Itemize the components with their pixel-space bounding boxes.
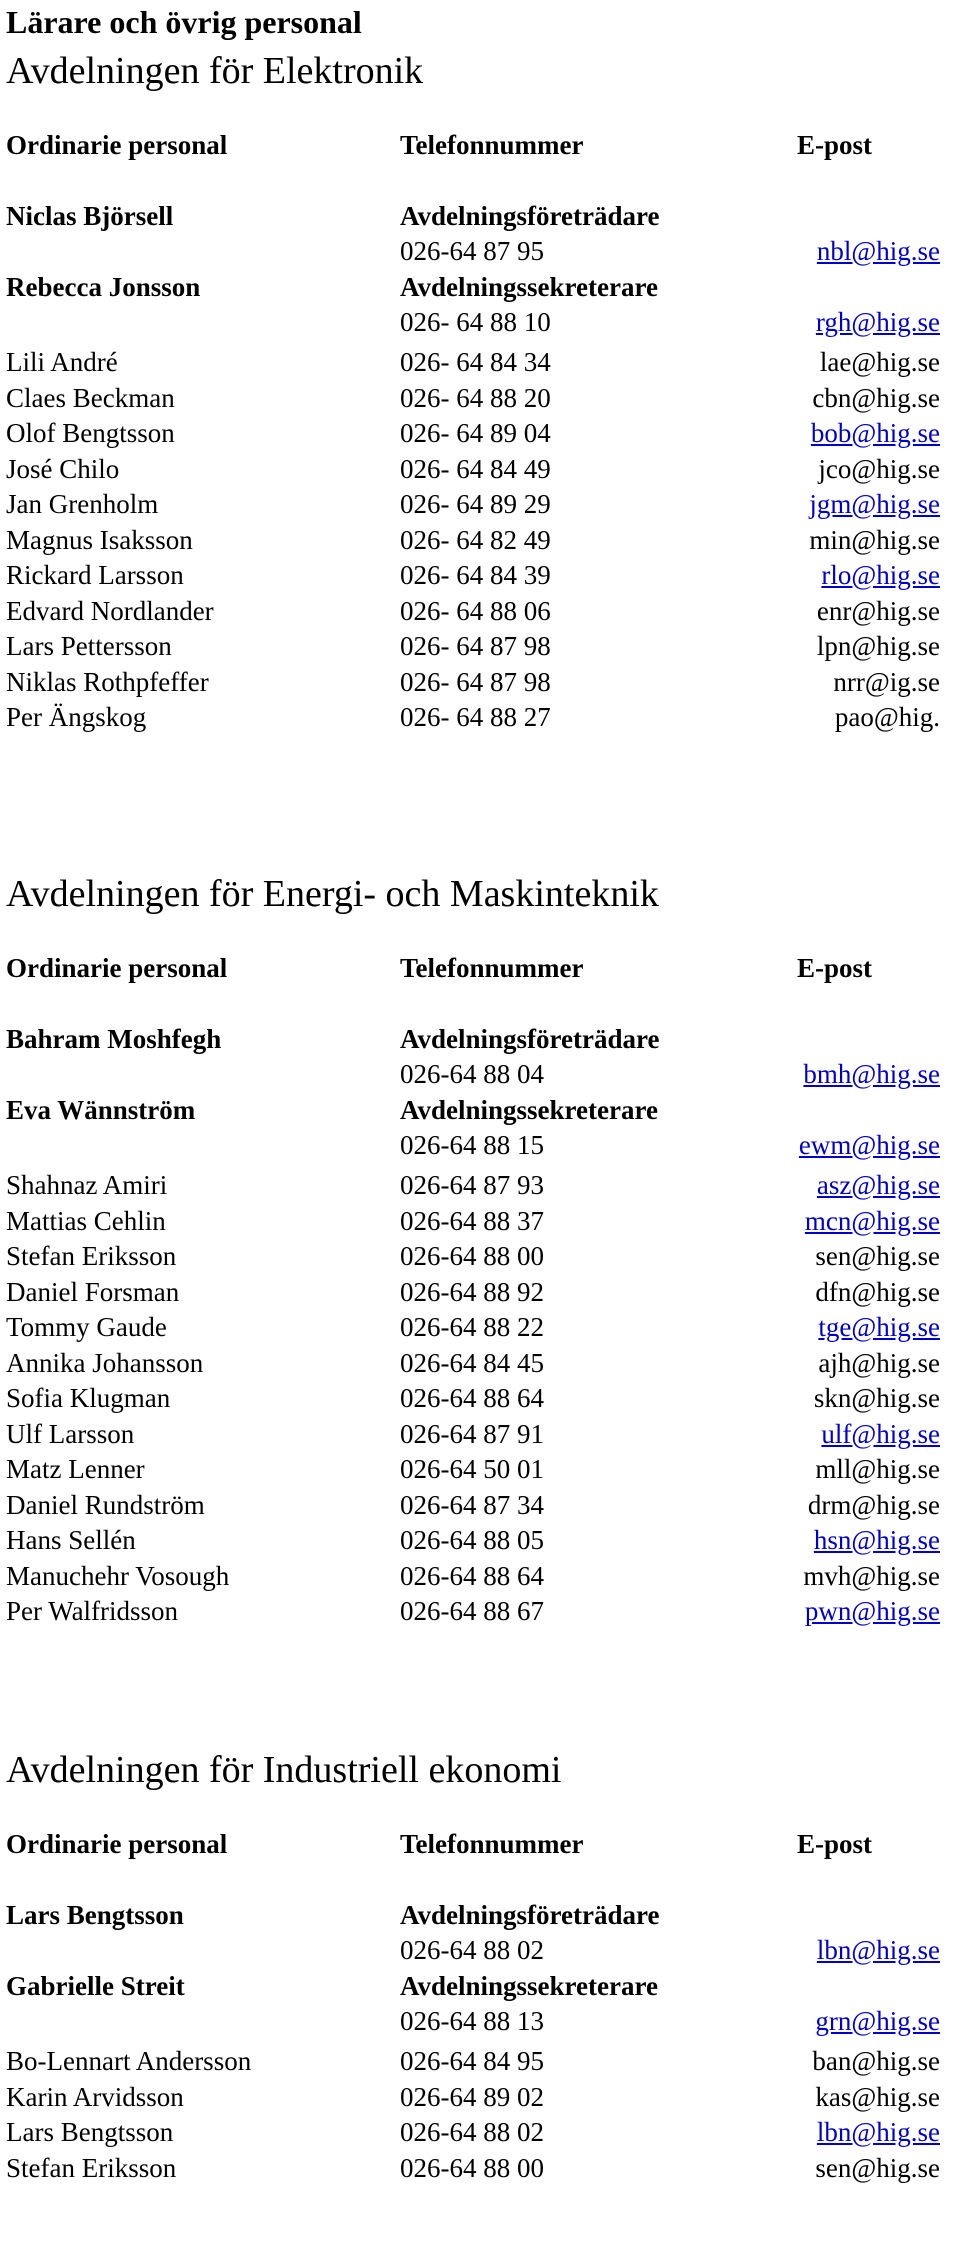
staff-email-link[interactable]: pwn@hig.se [804,1596,940,1626]
staff-phone: 026- 64 89 04 [400,418,551,448]
staff-name: Jan Grenholm [6,489,159,519]
staff-email-link[interactable]: jgm@hig.se [809,489,940,519]
staff-email: mvh@hig.se [803,1560,940,1591]
lead-role: Avdelningssekreterare [400,1095,658,1125]
staff-name: Bo-Lennart Andersson [6,2046,252,2076]
lead-name: Rebecca Jonsson [6,272,201,302]
staff-name: Stefan Eriksson [6,2152,177,2183]
staff-name: Hans Sellén [6,1525,136,1555]
staff-name: Niklas Rothpfeffer [6,666,209,697]
column-header-phone: Telefonnummer [400,130,584,160]
staff-email: lae@hig.se [819,347,940,377]
staff-phone: 026-64 88 05 [400,1525,544,1555]
staff-phone: 026-64 88 67 [400,1596,544,1626]
lead-name: Eva Wännström [6,1095,196,1125]
column-header-email: E-post [797,953,873,983]
section-title: Avdelningen för Elektronik [6,50,424,92]
lead-phone: 026-64 88 15 [400,1130,544,1160]
section-title: Avdelningen för Energi- och Maskinteknik [6,873,659,915]
staff-phone: 026-64 88 37 [400,1205,544,1236]
lead-role: Avdelningsföreträdare [400,1024,660,1054]
staff-email-link[interactable]: bob@hig.se [810,418,940,448]
lead-email-link[interactable]: grn@hig.se [815,2006,940,2036]
lead-name: Lars Bengtsson [6,1900,184,1930]
staff-phone: 026-64 88 02 [400,2117,544,2147]
staff-name: Sofia Klugman [6,1383,171,1413]
staff-phone: 026-64 88 64 [400,1560,544,1591]
staff-name: Ulf Larsson [6,1418,135,1449]
column-header-phone: Telefonnummer [400,953,584,983]
staff-name: Tommy Gaude [6,1312,167,1342]
staff-name: Mattias Cehlin [6,1205,166,1236]
staff-phone: 026- 64 87 98 [400,631,551,661]
staff-email-link[interactable]: tge@hig.se [818,1312,940,1342]
staff-email: min@hig.se [809,524,940,555]
column-header-phone: Telefonnummer [400,1829,584,1859]
staff-name: Matz Lenner [6,1454,145,1484]
staff-email-link[interactable]: rlo@hig.se [821,560,940,590]
staff-name: Annika Johansson [6,1347,204,1378]
column-header-name: Ordinarie personal [6,1829,228,1859]
staff-name: Olof Bengtsson [6,418,175,448]
staff-email: pao@hig. [834,702,940,732]
staff-phone: 026-64 88 22 [400,1312,544,1342]
staff-email-link[interactable]: mcn@hig.se [804,1205,940,1236]
staff-name: Per Walfridsson [6,1596,179,1626]
lead-email-link[interactable]: bmh@hig.se [803,1059,940,1089]
staff-email: lpn@hig.se [816,631,940,661]
staff-phone: 026- 64 87 98 [400,666,551,697]
staff-email-link[interactable]: lbn@hig.se [816,2117,940,2147]
staff-phone: 026-64 88 64 [400,1383,544,1413]
staff-phone: 026- 64 88 06 [400,595,551,626]
staff-phone: 026- 64 88 27 [400,702,551,732]
lead-email-link[interactable]: nbl@hig.se [816,236,940,266]
staff-phone: 026-64 88 00 [400,2152,544,2183]
lead-phone: 026-64 88 13 [400,2006,544,2036]
staff-name: Lars Pettersson [6,631,172,661]
staff-phone: 026-64 50 01 [400,1454,544,1484]
lead-email-link[interactable]: lbn@hig.se [816,1935,940,1965]
staff-email: sen@hig.se [815,1241,940,1271]
lead-phone: 026-64 87 95 [400,236,544,266]
lead-role: Avdelningssekreterare [400,272,658,302]
staff-name: Manuchehr Vosough [6,1560,230,1591]
section-title: Avdelningen för Industriell ekonomi [6,1749,562,1791]
staff-name: Claes Beckman [6,382,175,413]
staff-phone: 026-64 87 34 [400,1489,544,1520]
staff-email: nrr@ig.se [833,666,940,697]
staff-email-link[interactable]: asz@hig.se [816,1170,940,1200]
staff-name: Edvard Nordlander [6,595,214,626]
column-header-email: E-post [797,130,873,160]
lead-phone: 026-64 88 04 [400,1059,544,1089]
column-header-email: E-post [797,1829,873,1859]
staff-phone: 026-64 84 45 [400,1347,544,1378]
staff-phone: 026- 64 84 34 [400,347,551,377]
staff-phone: 026-64 87 91 [400,1418,544,1449]
staff-phone: 026- 64 84 49 [400,453,551,484]
lead-phone: 026-64 88 02 [400,1935,544,1965]
staff-phone: 026- 64 82 49 [400,524,551,555]
staff-email: mll@hig.se [815,1454,940,1484]
lead-name: Bahram Moshfegh [6,1024,222,1054]
lead-email-link[interactable]: rgh@hig.se [815,307,940,337]
staff-email: drm@hig.se [807,1489,940,1520]
staff-phone: 026-64 88 92 [400,1276,544,1307]
staff-phone: 026-64 89 02 [400,2081,544,2112]
staff-email: dfn@hig.se [815,1276,940,1307]
staff-phone: 026- 64 84 39 [400,560,551,590]
staff-email-link[interactable]: ulf@hig.se [821,1418,940,1449]
staff-phone: 026-64 87 93 [400,1170,544,1200]
staff-email: jco@hig.se [818,453,940,484]
staff-name: Daniel Rundström [6,1489,205,1520]
staff-email: ajh@hig.se [818,1347,940,1378]
staff-phone: 026-64 88 00 [400,1241,544,1271]
staff-email: ban@hig.se [812,2046,940,2076]
lead-role: Avdelningssekreterare [400,1971,658,2001]
staff-email: cbn@hig.se [812,382,940,413]
staff-name: Shahnaz Amiri [6,1170,168,1200]
staff-name: Lars Bengtsson [6,2117,174,2147]
staff-name: José Chilo [6,453,120,484]
staff-email: sen@hig.se [815,2152,940,2183]
lead-role: Avdelningsföreträdare [400,201,660,231]
staff-phone: 026-64 84 95 [400,2046,544,2076]
staff-name: Rickard Larsson [6,560,184,590]
staff-name: Daniel Forsman [6,1276,180,1307]
staff-name: Lili André [6,347,118,377]
lead-email-link[interactable]: ewm@hig.se [798,1130,940,1160]
page-title: Lärare och övrig personal [6,4,362,40]
staff-email: skn@hig.se [813,1383,940,1413]
lead-name: Niclas Björsell [6,201,174,231]
staff-phone: 026- 64 89 29 [400,489,551,519]
lead-phone: 026- 64 88 10 [400,307,551,337]
lead-role: Avdelningsföreträdare [400,1900,660,1930]
staff-email-link[interactable]: hsn@hig.se [813,1525,940,1555]
staff-phone: 026- 64 88 20 [400,382,551,413]
staff-name: Magnus Isaksson [6,524,193,555]
staff-name: Stefan Eriksson [6,1241,177,1271]
staff-email: enr@hig.se [816,595,940,626]
column-header-name: Ordinarie personal [6,130,228,160]
staff-name: Karin Arvidsson [6,2081,184,2112]
staff-email: kas@hig.se [815,2081,940,2112]
lead-name: Gabrielle Streit [6,1971,185,2001]
column-header-name: Ordinarie personal [6,953,228,983]
staff-name: Per Ängskog [6,702,147,732]
